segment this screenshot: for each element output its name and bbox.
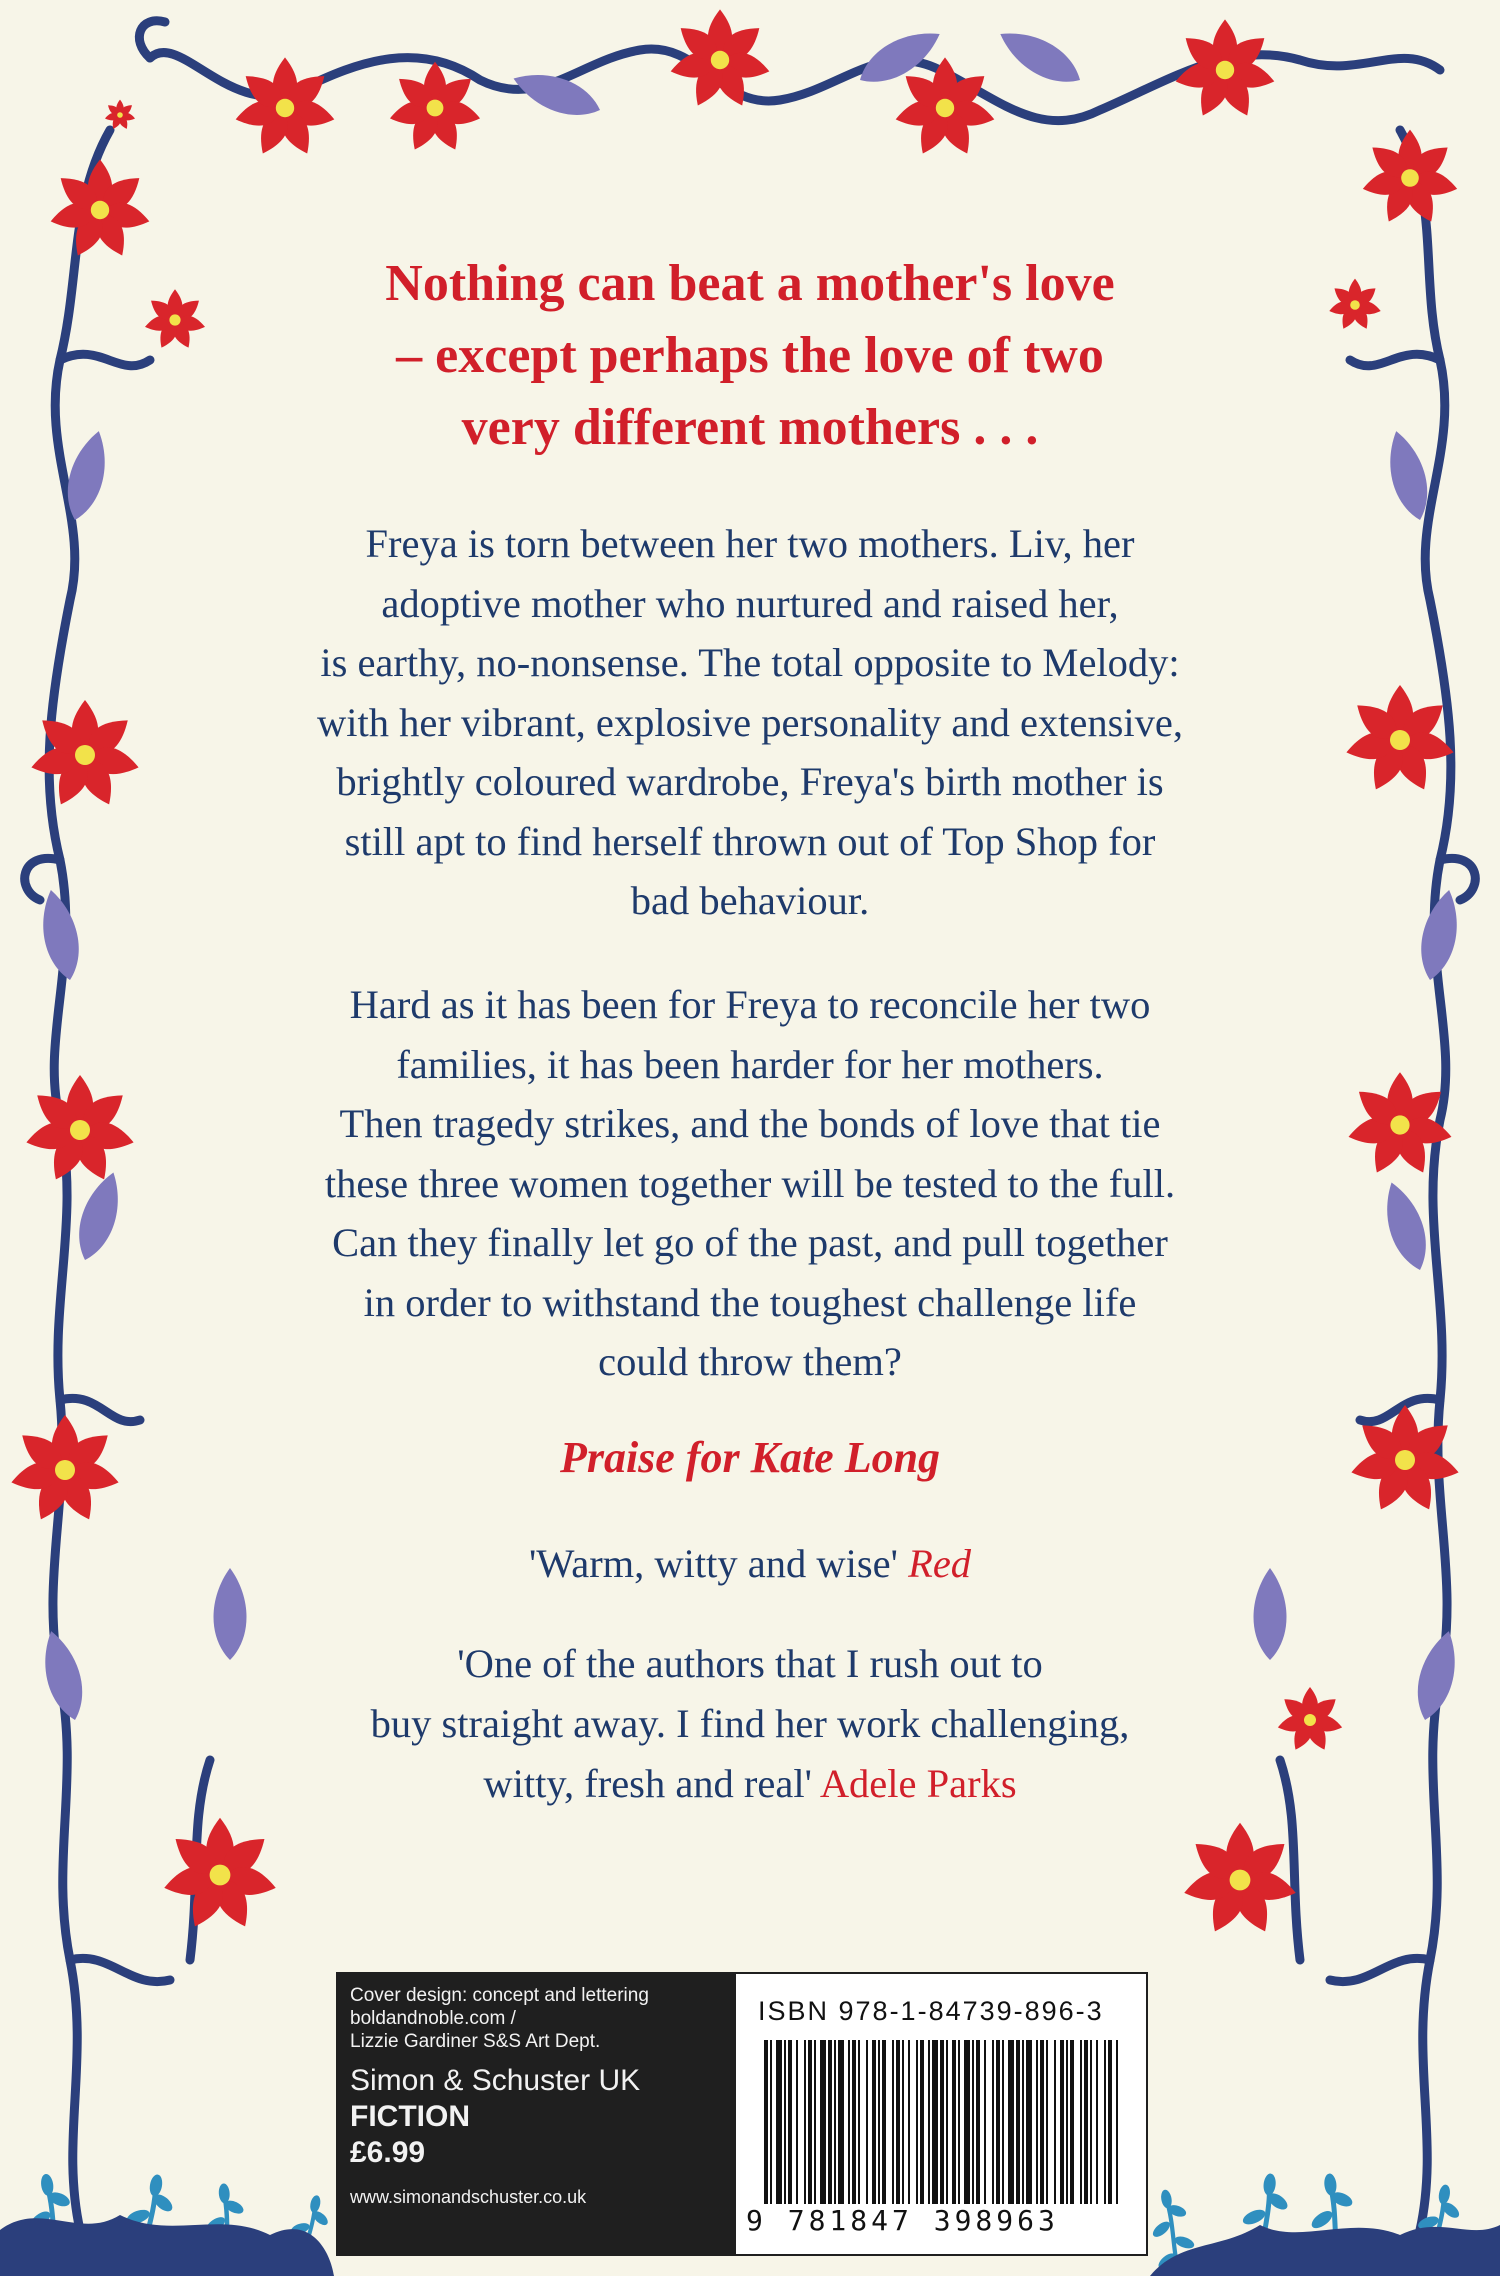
barcode-bar <box>928 2040 930 2204</box>
headline <box>250 248 1250 464</box>
blurb-paragraph-2 <box>220 975 1280 1392</box>
barcode-bar <box>1036 2040 1038 2204</box>
quote-line: 'One of the authors that I rush out to <box>457 1641 1043 1686</box>
barcode-bar <box>1084 2040 1088 2204</box>
publisher-info-box <box>336 1972 734 2256</box>
barcode-bar <box>882 2040 886 2204</box>
blurb-line: still apt to find herself thrown out of Top Shop for <box>344 818 1156 864</box>
barcode-icon <box>764 2040 1124 2204</box>
barcode-bar <box>1008 2040 1014 2204</box>
barcode-bar <box>952 2040 956 2204</box>
barcode-bar <box>916 2040 918 2204</box>
barcode-bar <box>1108 2040 1112 2204</box>
cover-credit-line: boldandnoble.com / <box>350 2008 516 2029</box>
barcode-bar <box>1104 2040 1106 2204</box>
barcode-bar <box>1116 2040 1118 2204</box>
barcode-bar <box>838 2040 844 2204</box>
headline-line: very different mothers . . . <box>461 399 1039 456</box>
barcode-bar <box>866 2040 868 2204</box>
barcode-bar <box>920 2040 924 2204</box>
blurb-line: in order to withstand the toughest challenge life <box>363 1279 1137 1325</box>
barcode-bar <box>858 2040 860 2204</box>
headline-line: Nothing can beat a mother's love <box>385 255 1115 312</box>
barcode-bar <box>852 2040 856 2204</box>
barcode-bar <box>1040 2040 1044 2204</box>
cover-credit-line: Cover design: concept and lettering <box>350 1985 649 2006</box>
barcode-bar <box>878 2040 880 2204</box>
barcode-bar <box>932 2040 938 2204</box>
review-quote-1 <box>220 1534 1280 1594</box>
barcode-bar <box>848 2040 850 2204</box>
barcode-bar <box>834 2040 836 2204</box>
barcode-bar <box>796 2040 798 2204</box>
barcode-bar <box>808 2040 812 2204</box>
barcode-bar <box>902 2040 904 2204</box>
barcode-bar <box>828 2040 832 2204</box>
barcode-bar <box>1054 2040 1056 2204</box>
barcode-bar <box>804 2040 806 2204</box>
barcode-digits: 9 781847 398963 <box>746 2204 1059 2237</box>
barcode-bar <box>1026 2040 1032 2204</box>
barcode-bar <box>984 2040 986 2204</box>
barcode-bar <box>1090 2040 1092 2204</box>
barcode-bar <box>776 2040 782 2204</box>
quote-source: Red <box>908 1541 972 1586</box>
review-quote-2 <box>220 1634 1280 1814</box>
quote-text: 'Warm, witty and wise' <box>528 1541 898 1586</box>
blurb-line: Can they finally let go of the past, and pull together <box>332 1220 1168 1265</box>
barcode-bar <box>1080 2040 1082 2204</box>
barcode-bar <box>892 2040 894 2204</box>
barcode-bar <box>872 2040 876 2204</box>
blurb-line: is earthy, no-nonsense. The total opposite to Melody: <box>320 640 1180 685</box>
quote-source: Adele Parks <box>819 1761 1017 1806</box>
barcode-bar <box>1046 2040 1048 2204</box>
blurb-line: Then tragedy strikes, and the bonds of love that tie <box>339 1101 1161 1146</box>
headline-line: – except perhaps the love of two <box>396 327 1104 384</box>
quote-line-last <box>220 1754 1280 1814</box>
blurb-line: adoptive mother who nurtured and raised her, <box>381 580 1119 626</box>
blurb-line: these three women together will be tested to the full. <box>324 1160 1176 1206</box>
blurb-line: bad behaviour. <box>630 878 870 923</box>
blurb-line: with her vibrant, explosive personality and extensive, <box>316 699 1184 745</box>
barcode-bar <box>1096 2040 1098 2204</box>
quote-line: buy straight away. I find her work challenging, <box>370 1701 1130 1746</box>
category-label: FICTION <box>350 2100 470 2133</box>
price-label: £6.99 <box>350 2136 426 2169</box>
barcode-bar <box>820 2040 826 2204</box>
barcode-bar <box>1002 2040 1004 2204</box>
barcode-bar <box>1066 2040 1068 2204</box>
barcode-bar <box>940 2040 944 2204</box>
publisher-name: Simon & Schuster UK <box>350 2064 641 2097</box>
barcode-bar <box>996 2040 1000 2204</box>
barcode-bar <box>972 2040 974 2204</box>
barcode-bar <box>896 2040 900 2204</box>
barcode-bar <box>788 2040 792 2204</box>
isbn-label: ISBN 978-1-84739-896-3 <box>758 1996 1104 2026</box>
blurb-line: could throw them? <box>598 1339 902 1384</box>
barcode-bar <box>908 2040 910 2204</box>
barcode-bar <box>1016 2040 1020 2204</box>
barcode-bar <box>1070 2040 1074 2204</box>
barcode-bar <box>964 2040 970 2204</box>
barcode-bar <box>814 2040 816 2204</box>
blurb-line: brightly coloured wardrobe, Freya's birth mother is <box>336 759 1164 804</box>
blurb-line: families, it has been harder for her mothers. <box>396 1041 1104 1087</box>
blurb-line: Hard as it has been for Freya to reconcile her two <box>349 982 1151 1027</box>
barcode-bar <box>958 2040 960 2204</box>
blurb-line: Freya is torn between her two mothers. Liv, her <box>365 521 1135 566</box>
cover-credit-line: Lizzie Gardiner S&S Art Dept. <box>350 2031 601 2052</box>
barcode-bar <box>784 2040 786 2204</box>
praise-heading: Praise for Kate Long <box>559 1433 941 1482</box>
barcode-bar <box>770 2040 772 2204</box>
barcode-box <box>734 1972 1148 2256</box>
barcode-bar <box>976 2040 980 2204</box>
blurb-paragraph-1 <box>220 514 1280 931</box>
publisher-url: www.simonandschuster.co.uk <box>350 2187 587 2207</box>
barcode-bar <box>764 2040 768 2204</box>
barcode-bar <box>1060 2040 1064 2204</box>
barcode-bar <box>946 2040 948 2204</box>
barcode-bar <box>1022 2040 1024 2204</box>
barcode-bar <box>992 2040 994 2204</box>
quote-line: witty, fresh and real' <box>483 1761 812 1806</box>
